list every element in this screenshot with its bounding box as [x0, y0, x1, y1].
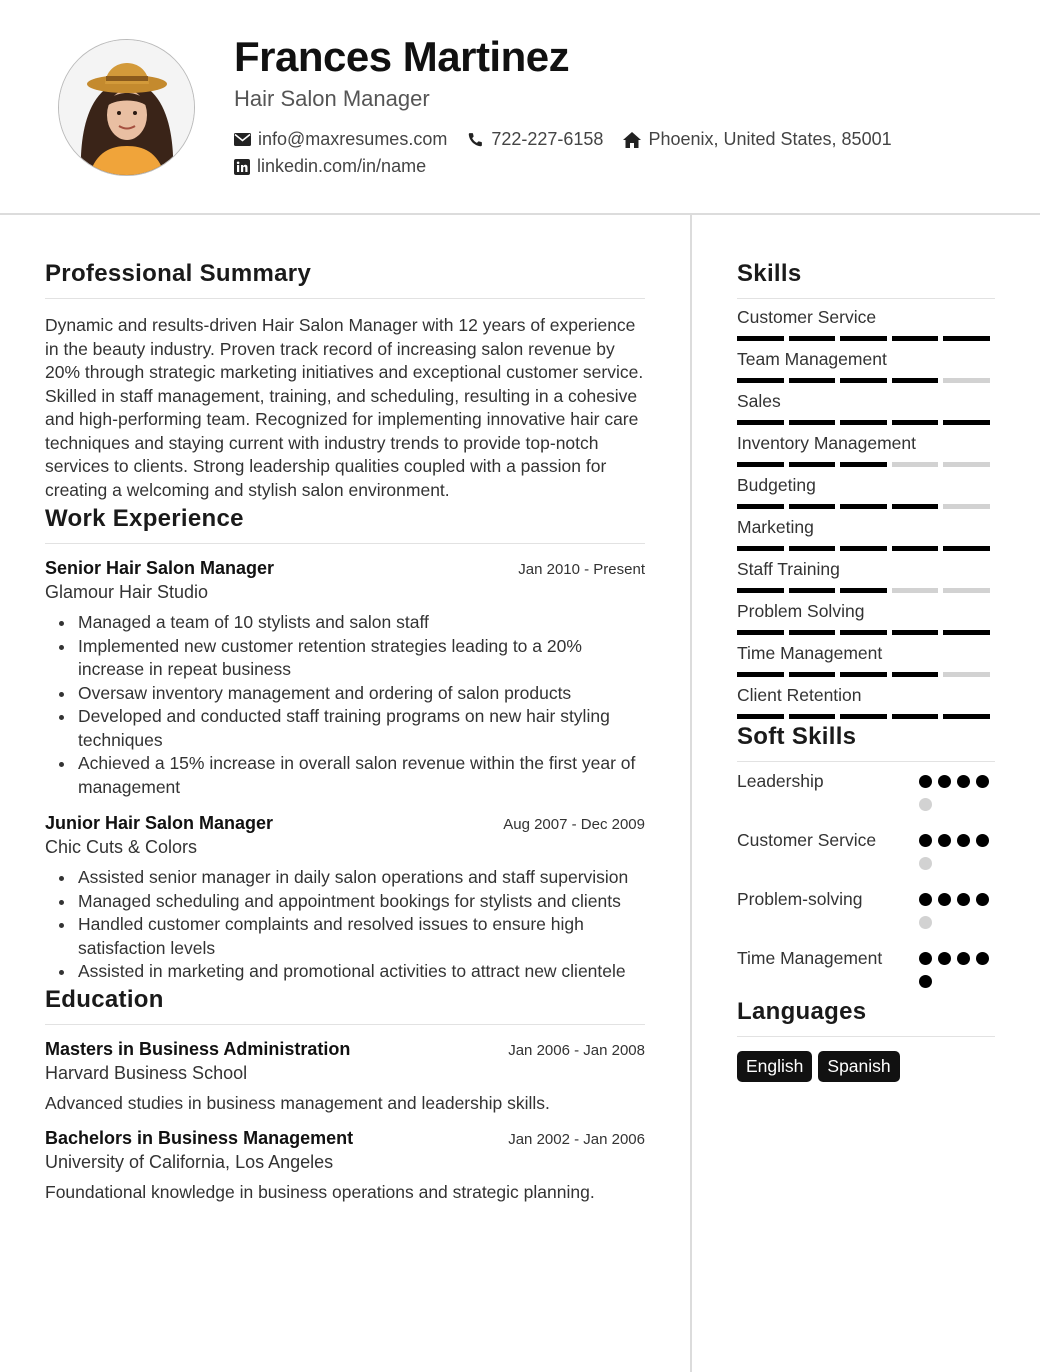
skill-name: Budgeting: [737, 475, 816, 495]
resume-header: [0, 0, 1040, 215]
skill-level-segment: [943, 546, 990, 551]
skill-item: [737, 349, 995, 383]
education-date: Jan 2002 - Jan 2006: [508, 1130, 645, 1148]
job-bullet: Developed and conducted staff training programs on new hair styling techniques: [45, 705, 645, 752]
skill-level-segment: [737, 672, 784, 677]
contact-phone[interactable]: [467, 129, 603, 150]
phone-icon: [467, 131, 484, 148]
experience-heading: Work Experience: [45, 505, 645, 544]
soft-skill-level-dot: [919, 916, 932, 929]
skill-level-bars: [737, 462, 995, 467]
skill-level-bars: [737, 336, 995, 341]
skill-item: [737, 391, 995, 425]
degree-title: Masters in Business Administration: [45, 1038, 351, 1059]
skill-level-bars: [737, 672, 995, 677]
skill-level-segment: [840, 462, 887, 467]
skill-level-segment: [943, 336, 990, 341]
skill-level-segment: [892, 630, 939, 635]
contact-linkedin[interactable]: [234, 156, 426, 177]
skill-level-segment: [840, 588, 887, 593]
soft-skill-level-dot: [938, 893, 951, 906]
skill-name: Client Retention: [737, 685, 862, 705]
skill-level-segment: [892, 336, 939, 341]
contact-row-secondary: [234, 156, 446, 177]
job-bullet: Oversaw inventory management and ordering of salon products: [45, 682, 645, 706]
summary-section: [45, 260, 645, 502]
skill-level-segment: [789, 378, 836, 383]
soft-skill-level-dots: [919, 834, 995, 880]
skill-level-segment: [892, 672, 939, 677]
soft-skill-level-dot: [919, 893, 932, 906]
education-entry: [45, 1039, 645, 1114]
soft-skill-level-dot: [919, 798, 932, 811]
skill-level-segment: [840, 378, 887, 383]
skill-name: Marketing: [737, 517, 814, 537]
skill-name: Inventory Management: [737, 433, 916, 453]
skill-item: [737, 643, 995, 677]
skill-level-bars: [737, 420, 995, 425]
job-entry: [45, 813, 645, 984]
skill-level-bars: [737, 546, 995, 551]
education-description: Advanced studies in business management and leadership skills.: [45, 1092, 550, 1113]
skill-level-segment: [737, 630, 784, 635]
soft-skills-section: [737, 723, 995, 998]
soft-skill-level-dot: [919, 834, 932, 847]
soft-skill-level-dot: [957, 834, 970, 847]
skill-level-segment: [892, 588, 939, 593]
skill-level-segment: [892, 378, 939, 383]
skill-level-segment: [737, 462, 784, 467]
skill-level-segment: [737, 546, 784, 551]
soft-skill-level-dot: [957, 952, 970, 965]
soft-skill-level-dot: [919, 975, 932, 988]
profile-photo: [58, 39, 195, 176]
skill-level-bars: [737, 504, 995, 509]
soft-skill-level-dots: [919, 775, 995, 821]
language-badge: Spanish: [818, 1051, 899, 1082]
skill-level-segment: [943, 504, 990, 509]
skills-heading: Skills: [737, 260, 995, 299]
skill-level-segment: [789, 588, 836, 593]
skill-item: [737, 433, 995, 467]
skill-level-segment: [789, 546, 836, 551]
soft-skill-level-dot: [976, 834, 989, 847]
sidebar-column: [737, 215, 995, 1082]
job-bullets: [45, 611, 645, 799]
skill-level-segment: [737, 504, 784, 509]
skill-level-bars: [737, 714, 995, 719]
degree-title: Bachelors in Business Management: [45, 1127, 354, 1148]
soft-skill-level-dot: [938, 775, 951, 788]
skill-item: [737, 475, 995, 509]
soft-skill-item: [737, 947, 995, 998]
skill-level-segment: [840, 546, 887, 551]
soft-skill-level-dot: [938, 834, 951, 847]
skill-level-segment: [789, 420, 836, 425]
job-company: Chic Cuts & Colors: [45, 837, 198, 857]
job-bullet: Assisted senior manager in daily salon operations and staff supervision: [45, 866, 645, 890]
skill-name: Customer Service: [737, 307, 877, 327]
education-date: Jan 2006 - Jan 2008: [508, 1041, 645, 1059]
skill-level-segment: [840, 504, 887, 509]
education-section: [45, 986, 645, 1203]
skill-level-segment: [789, 630, 836, 635]
soft-skill-name: Time Management: [737, 948, 883, 968]
language-badge: English: [737, 1051, 812, 1082]
column-divider: [690, 215, 692, 1372]
skills-section: [737, 260, 995, 719]
skill-name: Time Management: [737, 643, 883, 663]
soft-skill-level-dot: [919, 857, 932, 870]
skill-level-segment: [789, 672, 836, 677]
skill-level-segment: [737, 336, 784, 341]
skill-level-segment: [943, 672, 990, 677]
profile-photo-illustration: [59, 40, 195, 176]
skill-level-segment: [943, 630, 990, 635]
skill-level-segment: [840, 672, 887, 677]
soft-skill-level-dot: [919, 952, 932, 965]
skill-name: Staff Training: [737, 559, 840, 579]
soft-skill-level-dot: [938, 952, 951, 965]
job-bullet: Assisted in marketing and promotional activities to attract new clientele: [45, 960, 645, 984]
soft-skill-level-dot: [976, 893, 989, 906]
soft-skill-level-dots: [919, 893, 995, 939]
skill-level-bars: [737, 588, 995, 593]
location-text: Phoenix, United States, 85001: [648, 129, 892, 149]
soft-skills-list: [737, 770, 995, 998]
soft-skill-item: [737, 888, 995, 939]
skill-level-bars: [737, 630, 995, 635]
job-bullet: Managed scheduling and appointment bookings for stylists and clients: [45, 890, 645, 914]
skill-level-segment: [840, 420, 887, 425]
skill-level-segment: [840, 630, 887, 635]
school-name: University of California, Los Angeles: [45, 1151, 334, 1172]
summary-text: Dynamic and results-driven Hair Salon Manager with 12 years of experience in the beauty industry. Proven track record of increasing salon revenue by 20% through strategic marketing initiatives and exceptional customer service. Skilled in staff management, training, and scheduling, resulting in a cohesive and high-performing team. Recognized for implementing innovative hair care techniques and staying current with industry trends to provide top-notch services to clients. Strong leadership qualities coupled with a passion for creating a welcoming and stylish salon environment.: [45, 315, 644, 500]
candidate-name: Frances Martinez: [234, 33, 570, 80]
skills-list: [737, 307, 995, 719]
job-bullet: Achieved a 15% increase in overall salon revenue within the first year of management: [45, 752, 645, 799]
skill-name: Problem Solving: [737, 601, 865, 621]
skill-level-segment: [789, 504, 836, 509]
skill-level-segment: [892, 546, 939, 551]
job-bullet: Managed a team of 10 stylists and salon staff: [45, 611, 645, 635]
skill-name: Sales: [737, 391, 781, 411]
contact-email[interactable]: [234, 129, 447, 150]
linkedin-text: linkedin.com/in/name: [257, 156, 427, 176]
job-date: Jan 2010 - Present: [518, 561, 645, 578]
home-icon: [623, 132, 641, 148]
school-name: Harvard Business School: [45, 1062, 248, 1083]
soft-skill-level-dot: [957, 775, 970, 788]
soft-skill-name: Problem-solving: [737, 889, 863, 909]
soft-skill-name: Leadership: [737, 771, 824, 791]
contact-location: [623, 129, 891, 150]
languages-section: [737, 998, 995, 1082]
contact-row: [234, 129, 912, 150]
job-title: Junior Hair Salon Manager: [45, 813, 274, 833]
skill-level-segment: [840, 336, 887, 341]
skill-level-segment: [737, 420, 784, 425]
skill-level-segment: [737, 714, 784, 719]
education-heading: Education: [45, 986, 645, 1025]
skill-level-segment: [943, 588, 990, 593]
skill-level-segment: [789, 336, 836, 341]
skill-level-segment: [789, 462, 836, 467]
skill-item: [737, 601, 995, 635]
skill-level-segment: [892, 462, 939, 467]
education-description: Foundational knowledge in business operations and strategic planning.: [45, 1181, 595, 1202]
skill-level-segment: [789, 714, 836, 719]
languages-list: [737, 1051, 995, 1082]
email-text: info@maxresumes.com: [258, 129, 448, 149]
soft-skill-level-dot: [976, 952, 989, 965]
skill-level-segment: [737, 378, 784, 383]
soft-skill-item: [737, 770, 995, 821]
job-company: Glamour Hair Studio: [45, 582, 209, 602]
job-bullet: Implemented new customer retention strategies leading to a 20% increase in repeat business: [45, 635, 645, 682]
skill-level-bars: [737, 378, 995, 383]
soft-skill-item: [737, 829, 995, 880]
skill-name: Team Management: [737, 349, 887, 369]
linkedin-icon: [234, 159, 250, 175]
summary-heading: Professional Summary: [45, 260, 645, 299]
skill-level-segment: [840, 714, 887, 719]
job-bullet: Handled customer complaints and resolved issues to ensure high satisfaction levels: [45, 913, 645, 960]
education-entry: [45, 1128, 645, 1203]
skill-level-segment: [892, 420, 939, 425]
soft-skills-heading: Soft Skills: [737, 723, 995, 762]
job-title: Senior Hair Salon Manager: [45, 558, 275, 578]
skill-item: [737, 685, 995, 719]
candidate-title: Hair Salon Manager: [234, 86, 430, 111]
soft-skill-level-dot: [919, 775, 932, 788]
phone-text: 722-227-6158: [491, 129, 604, 149]
languages-heading: Languages: [737, 998, 995, 1037]
skill-item: [737, 517, 995, 551]
main-column: [45, 215, 645, 1203]
skill-level-segment: [737, 588, 784, 593]
skill-level-segment: [892, 504, 939, 509]
skill-item: [737, 307, 995, 341]
job-bullets: [45, 866, 645, 984]
skill-level-segment: [943, 462, 990, 467]
experience-section: [45, 505, 645, 984]
job-entry: [45, 558, 645, 799]
soft-skill-level-dot: [957, 893, 970, 906]
skill-item: [737, 559, 995, 593]
soft-skill-level-dot: [976, 775, 989, 788]
envelope-icon: [234, 133, 251, 146]
soft-skill-name: Customer Service: [737, 830, 877, 850]
skill-level-segment: [943, 378, 990, 383]
soft-skill-level-dots: [919, 952, 995, 998]
skill-level-segment: [892, 714, 939, 719]
job-date: Aug 2007 - Dec 2009: [503, 816, 645, 833]
skill-level-segment: [943, 420, 990, 425]
skill-level-segment: [943, 714, 990, 719]
